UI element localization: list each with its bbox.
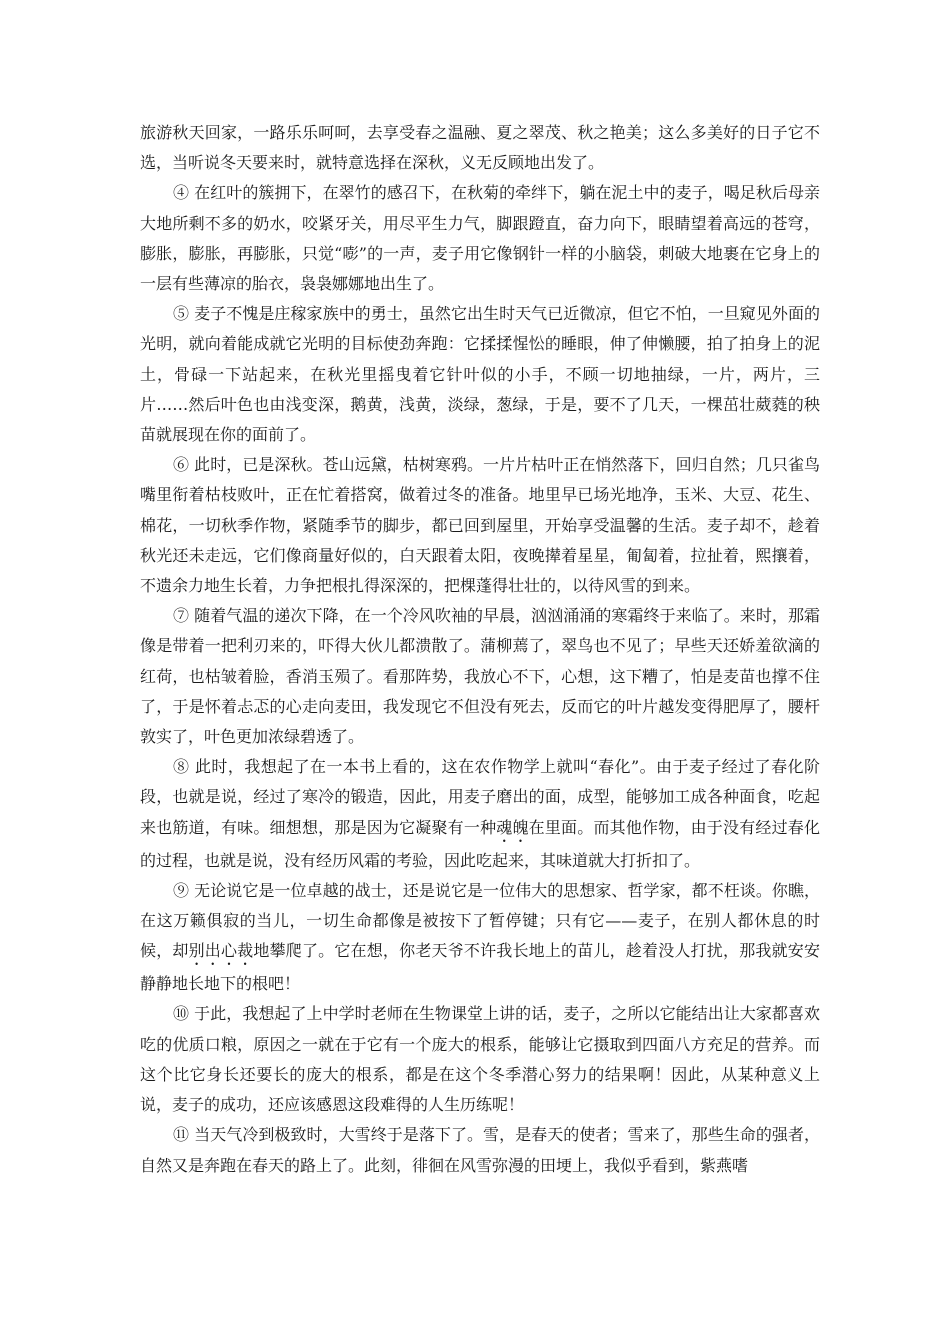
paragraph-4: ④ 在红叶的簇拥下，在翠竹的感召下，在秋菊的牵绊下，躺在泥土中的麦子，喝足秋后母亲大地所剩不多的奶水，咬紧牙关，用尽平生力气，脚跟蹬直，奋力向下，眼睛望着高远的苍穹，膨胀，膨胀，再膨胀，只觉“嘭”的一声，麦子用它像钢针一样的小脑袋，刺破大地裹在它身上的一层有些薄凉的胎衣，袅袅娜娜地出生了。 [140,183,820,294]
paragraph-9 [140,876,820,1000]
paragraph-5: ⑤ 麦子不愧是庄稼家族中的勇士，虽然它出生时天气已近微凉，但它不怕，一旦窥见外面的光明，就向着能成就它光明的目标使劲奔跑：它揉揉惺忪的睡眼，伸了伸懒腰，拍了拍身上的泥土，骨碌一下站起来，在秋光里摇曳着它针叶似的小手，不顾一切地抽绿，一片，两片，三片……然后叶色也由浅变深，鹅黄，浅黄，淡绿，葱绿，于是，要不了几天，一棵茁壮葳蕤的秧苗就展现在你的面前了。 [140,304,820,445]
paragraph-6: ⑥ 此时，已是深秋。苍山远黛，枯树寒鸦。一片片枯叶正在悄然落下，回归自然；几只雀鸟嘴里衔着枯枝败叶，正在忙着搭窝，做着过冬的准备。地里早已场光地净，玉米、大豆、花生、棉花，一切秋季作物，紧随季节的脚步，都已回到屋里，开始享受温馨的生活。麦子却不，趁着秋光还未走远，它们像商量好似的，白天跟着太阳，夜晚撵着星星，匍匐着，拉扯着，熙攘着，不遗余力地生长着，力争把根扎得深深的，把棵蓬得壮壮的，以待风雪的到来。 [140,455,820,596]
paragraph-8 [140,752,820,876]
paragraph-8-text-a: ⑧ 此时，我想起了在一本书上看的，这在农作物学上就叫“春化”。由于麦子经过了春化阶段，也就是说，经过了寒冷的锻造，因此，用麦子磨出的面，成型，能够加工成各种面食，吃起来也筋道，有味。细想想，那是因为它凝聚有一种 [140,757,820,837]
paragraph-10: ⑩ 于此，我想起了上中学时老师在生物课堂上讲的话，麦子，之所以它能结出让大家都喜欢吃的优质口粮，原因之一就在于它有一个庞大的根系，能够让它摄取到四面八方充足的营养。而这个比它身长还要长的庞大的根系，都是在这个冬季潜心努力的结果啊！因此，从某种意义上说，麦子的成功，还应该感恩这段难得的人生历练呢！ [140,1004,820,1115]
paragraph-3-continued: 旅游秋天回家，一路乐乐呵呵，去享受春之温融、夏之翠茂、秋之艳美；这么多美好的日子它不选，当听说冬天要来时，就特意选择在深秋，义无反顾地出发了。 [140,123,820,173]
emphasized-word-biechuxincai: 别出心裁 [188,941,254,961]
emphasized-word-hunpo: 魂魄 [496,817,529,837]
paragraph-9-text-a: ⑨ 无论说它是一位卓越的战士，还是说它是一位伟大的思想家、哲学家，都不枉谈。你瞧，在这万籁俱寂的当儿，一切生命都像是被按下了暂停键；只有它——麦子，在别人都休息的时候，却 [140,880,820,961]
paragraph-8-text-b: 在里面。而其他作物，由于没有经过春化的过程，也就是说，没有经历风霜的考验，因此吃起来，其味道就大打折扣了。 [140,817,820,870]
paragraph-11: ⑪ 当天气冷到极致时，大雪终于是落下了。雪，是春天的使者；雪来了，那些生命的强者，自然又是奔跑在春天的路上了。此刻，徘徊在风雪弥漫的田埂上，我似乎看到，紫燕嗜 [140,1125,820,1175]
document-page [140,118,820,1181]
paragraph-9-text-b: 地攀爬了。它在想，你老天爷不许我长地上的苗儿，趁着没人打扰，那我就安安静静地长地下的根吧！ [140,941,820,994]
paragraph-7: ⑦ 随着气温的递次下降，在一个冷风吹袖的早晨，汹汹涌涌的寒霜终于来临了。来时，那霜像是带着一把利刃来的，吓得大伙儿都溃散了。蒲柳蔫了，翠鸟也不见了；早些天还娇羞欲滴的红荷，也枯皱着脸，香消玉殒了。看那阵势，我放心不下，心想，这下糟了，怕是麦苗也撑不住了，于是怀着忐忑的心走向麦田，我发现它不但没有死去，反而它的叶片越发变得肥厚了，腰杆敦实了，叶色更加浓绿碧透了。 [140,606,820,747]
